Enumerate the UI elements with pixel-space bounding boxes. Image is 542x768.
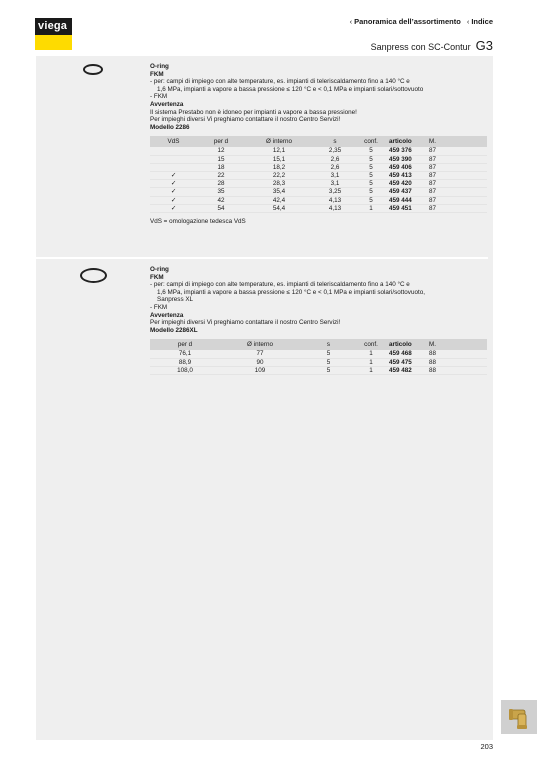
table-cell: 5 [300,366,357,374]
col-header: M. [427,339,487,350]
table-row [150,358,487,366]
table-cell: ✓ [150,180,197,188]
table-cell: 12,1 [245,147,313,155]
col-header: s [300,339,357,350]
product-material: FKM [150,273,164,281]
table-cell: 5 [357,188,385,196]
usage-line: - per: campi di impiego con alte temperature, es. impianti di teleriscaldamento fino a 140 °C e [150,78,410,86]
table-cell: 1 [357,366,385,374]
table-cell: 15,1 [245,155,313,163]
table-cell: 459 444 [385,196,427,204]
nav-link-index[interactable]: ‹ Indice [466,17,493,26]
warning-line: Per impieghi diversi Vi preghiamo contattare il nostro Centro Servizi! [150,116,341,124]
usage-line: Sanpress XL [157,296,194,304]
footnote: VdS = omologazione tedesca VdS [150,217,246,225]
page-subtitle: Sanpress con SC-Contur [370,42,471,52]
product-block-2286 [150,63,490,226]
table-cell [150,163,197,171]
table-cell: 87 [427,196,487,204]
table-cell: 15 [197,155,245,163]
col-header: articolo [385,136,427,147]
table-cell: 35 [197,188,245,196]
warning-line: Il sistema Prestabo non è idoneo per impianti a vapore a bassa pressione! [150,108,357,116]
table-cell: 459 420 [385,180,427,188]
chevron-left-icon: ‹ [349,17,353,26]
table-row [150,204,487,212]
page-header [371,38,493,53]
table-cell: ✓ [150,188,197,196]
table-cell: 459 390 [385,155,427,163]
table-cell: 108,0 [150,366,220,374]
table-cell: 22 [197,171,245,179]
table-cell: 5 [357,147,385,155]
spec-table-2286 [150,136,487,213]
table-cell: 459 475 [385,358,427,366]
table-cell: ✓ [150,196,197,204]
col-header: per d [150,339,220,350]
col-header: VdS [150,136,197,147]
table-cell: 88 [427,358,487,366]
table-cell: 87 [427,163,487,171]
table-cell: 42 [197,196,245,204]
table-cell: 5 [300,350,357,358]
table-cell: 28 [197,180,245,188]
col-header: per d [197,136,245,147]
section-divider [36,257,488,259]
product-title: O-ring [150,266,169,273]
col-header: articolo [385,339,427,350]
table-cell: 28,3 [245,180,313,188]
table-cell: 459 468 [385,350,427,358]
model-label: Modello 2286XL [150,326,198,334]
table-cell: 87 [427,155,487,163]
table-row [150,147,487,155]
table-cell: 54,4 [245,204,313,212]
table-cell: 87 [427,180,487,188]
table-cell: 87 [427,188,487,196]
table-cell: 459 437 [385,188,427,196]
col-header: conf. [357,136,385,147]
table-cell: 87 [427,171,487,179]
table-cell: 5 [357,196,385,204]
o-ring-image [80,268,107,283]
table-cell: 1 [357,350,385,358]
table-cell: 2,35 [313,147,357,155]
o-ring-image [83,64,103,75]
nav-link-overview[interactable]: ‹ Panoramica dell’assortimento [349,17,461,26]
product-title: O-ring [150,63,169,70]
table-cell: 459 406 [385,163,427,171]
warning-title: Avvertenza [150,100,184,108]
table-cell [150,155,197,163]
col-header: s [313,136,357,147]
table-cell: 54 [197,204,245,212]
table-cell: 3,1 [313,171,357,179]
table-cell: 459 482 [385,366,427,374]
product-thumbnail[interactable] [501,700,537,734]
table-cell: 5 [357,163,385,171]
table-cell: 5 [300,358,357,366]
table-cell: 5 [357,171,385,179]
spec-table-2286xl [150,339,487,375]
table-cell: 1 [357,204,385,212]
table-cell: 459 376 [385,147,427,155]
warning-title: Avvertenza [150,311,184,319]
table-header-row [150,136,487,147]
table-cell: 76,1 [150,350,220,358]
table-header-row [150,339,487,350]
table-cell: ✓ [150,171,197,179]
table-cell: 35,4 [245,188,313,196]
logo-text: viega [38,20,68,32]
table-cell: 5 [357,155,385,163]
col-header: M. [427,136,487,147]
col-header: Ø interno [245,136,313,147]
table-cell: 42,4 [245,196,313,204]
usage-line: - per: campi di impiego con alte temperature, es. impianti di teleriscaldamento fino a 140 °C e [150,281,410,289]
table-row [150,180,487,188]
table-cell: 22,2 [245,171,313,179]
table-row [150,196,487,204]
table-row [150,155,487,163]
col-header: Ø interno [220,339,300,350]
table-cell: 18,2 [245,163,313,171]
table-cell: 90 [220,358,300,366]
usage-line: - FKM [150,303,168,311]
usage-line: - FKM [150,93,168,101]
table-cell: ✓ [150,204,197,212]
chevron-left-icon: ‹ [466,17,470,26]
table-cell: 459 413 [385,171,427,179]
col-header: conf. [357,339,385,350]
table-cell: 88 [427,350,487,358]
section-code: G3 [475,38,493,53]
table-cell: 5 [357,180,385,188]
table-cell: 3,1 [313,180,357,188]
elbow-fitting-icon [501,700,537,734]
page-number: 203 [480,742,493,751]
table-cell: 2,6 [313,163,357,171]
usage-line: 1,6 MPa, impianti a vapore a bassa pressione ≤ 120 °C e < 0,1 MPa e impianti solari/sottovuoto, [157,288,425,296]
table-cell: 12 [197,147,245,155]
table-cell: 4,13 [313,204,357,212]
product-block-2286xl [150,266,490,375]
table-cell: 459 451 [385,204,427,212]
table-cell: 18 [197,163,245,171]
table-cell: 87 [427,204,487,212]
table-cell: 109 [220,366,300,374]
usage-line: 1,6 MPa, impianti a vapore a bassa pressione ≤ 120 °C e < 0,1 MPa e impianti solari/sottovuoto [157,85,424,93]
table-cell: 88,9 [150,358,220,366]
table-row [150,366,487,374]
table-cell: 2,6 [313,155,357,163]
table-cell: 87 [427,147,487,155]
table-row [150,350,487,358]
table-cell: 77 [220,350,300,358]
breadcrumb [350,17,493,26]
table-cell: 4,13 [313,196,357,204]
table-cell: 1 [357,358,385,366]
viega-logo [35,18,72,50]
table-cell: 88 [427,366,487,374]
warning-line: Per impieghi diversi Vi preghiamo contattare il nostro Centro Servizi! [150,319,341,327]
model-label: Modello 2286 [150,123,190,131]
table-row [150,171,487,179]
table-row [150,188,487,196]
table-row [150,163,487,171]
table-cell: 3,25 [313,188,357,196]
table-cell [150,147,197,155]
product-material: FKM [150,70,164,78]
